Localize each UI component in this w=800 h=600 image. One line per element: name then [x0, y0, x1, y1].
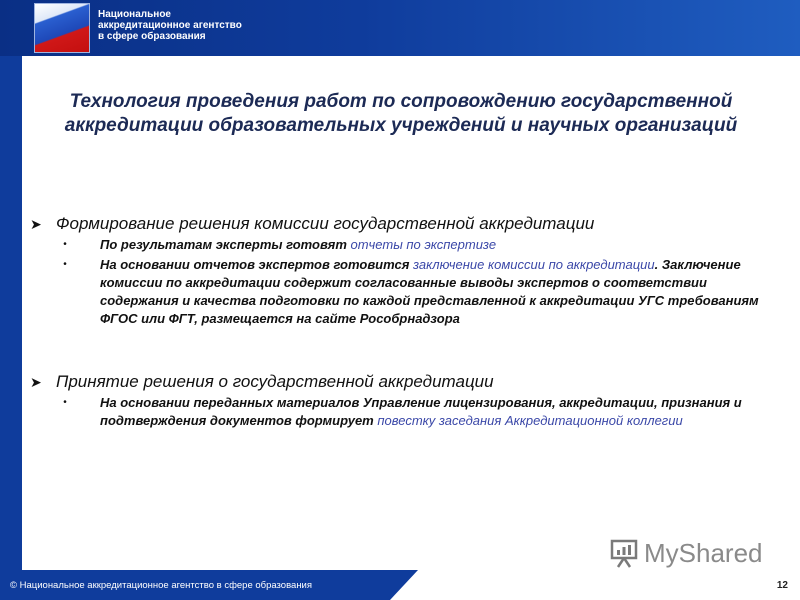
left-decor-strip: [0, 56, 22, 570]
presentation-board-icon: [610, 538, 638, 568]
bullet-highlight: отчеты по экспертизе: [350, 237, 497, 252]
watermark-text: MyShared: [644, 537, 763, 568]
bullet-dot-icon: •: [63, 397, 67, 408]
bullet-highlight: заключение комиссии по аккредитации: [413, 257, 655, 272]
bullet-text-part: На основании отчетов экспертов готовится: [100, 257, 414, 272]
footer-copyright: © Национальное аккредитационное агентство в сфере образования: [10, 580, 313, 591]
agency-logo: [34, 3, 90, 53]
list-item: [30, 256, 790, 328]
page-number: 12: [776, 580, 788, 591]
bullet-text-part: . Заключение комиссии по аккредитации содержит согласованные выводы экспертов о соответствии содержания и качества подготовки по каждой представленной к аккредитации УГС требованиям ФГОС или ФГТ, размещается на сайте Рособрнадзора: [100, 257, 759, 326]
section-1: [30, 214, 790, 328]
section-heading: [30, 372, 790, 392]
bullet-dot-icon: •: [63, 259, 67, 270]
watermark: [610, 536, 770, 570]
section-heading-text: Формирование решения комиссии государственной аккредитации: [56, 214, 595, 233]
section-heading-text: Принятие решения о государственной аккредитации: [56, 372, 494, 391]
bullet-text: [100, 236, 780, 254]
section-heading: [30, 214, 790, 234]
bullet-text-part: По результатам эксперты готовят: [100, 237, 351, 252]
slide-title: Технология проведения работ по сопровождению государственной аккредитации образовательных учреждений и научных организаций: [64, 91, 738, 136]
bullet-text: [100, 256, 780, 328]
bullet-text-part: На основании переданных материалов Управление лицензирования, аккредитации, признания и подтверждения документов формирует: [100, 395, 742, 428]
list-item: [30, 394, 790, 430]
section-2: [30, 372, 790, 430]
bullet-highlight: повестку заседания Аккредитационной коллегии: [377, 413, 683, 428]
org-name: Национальное аккредитационное агентство в сфере образования: [98, 9, 242, 42]
arrow-bullet-icon: ➤: [30, 216, 42, 232]
list-item: [30, 236, 790, 254]
arrow-bullet-icon: ➤: [30, 374, 42, 390]
footer-white-area: [390, 570, 800, 600]
bullet-dot-icon: •: [63, 239, 67, 250]
bullet-text: [100, 394, 780, 430]
